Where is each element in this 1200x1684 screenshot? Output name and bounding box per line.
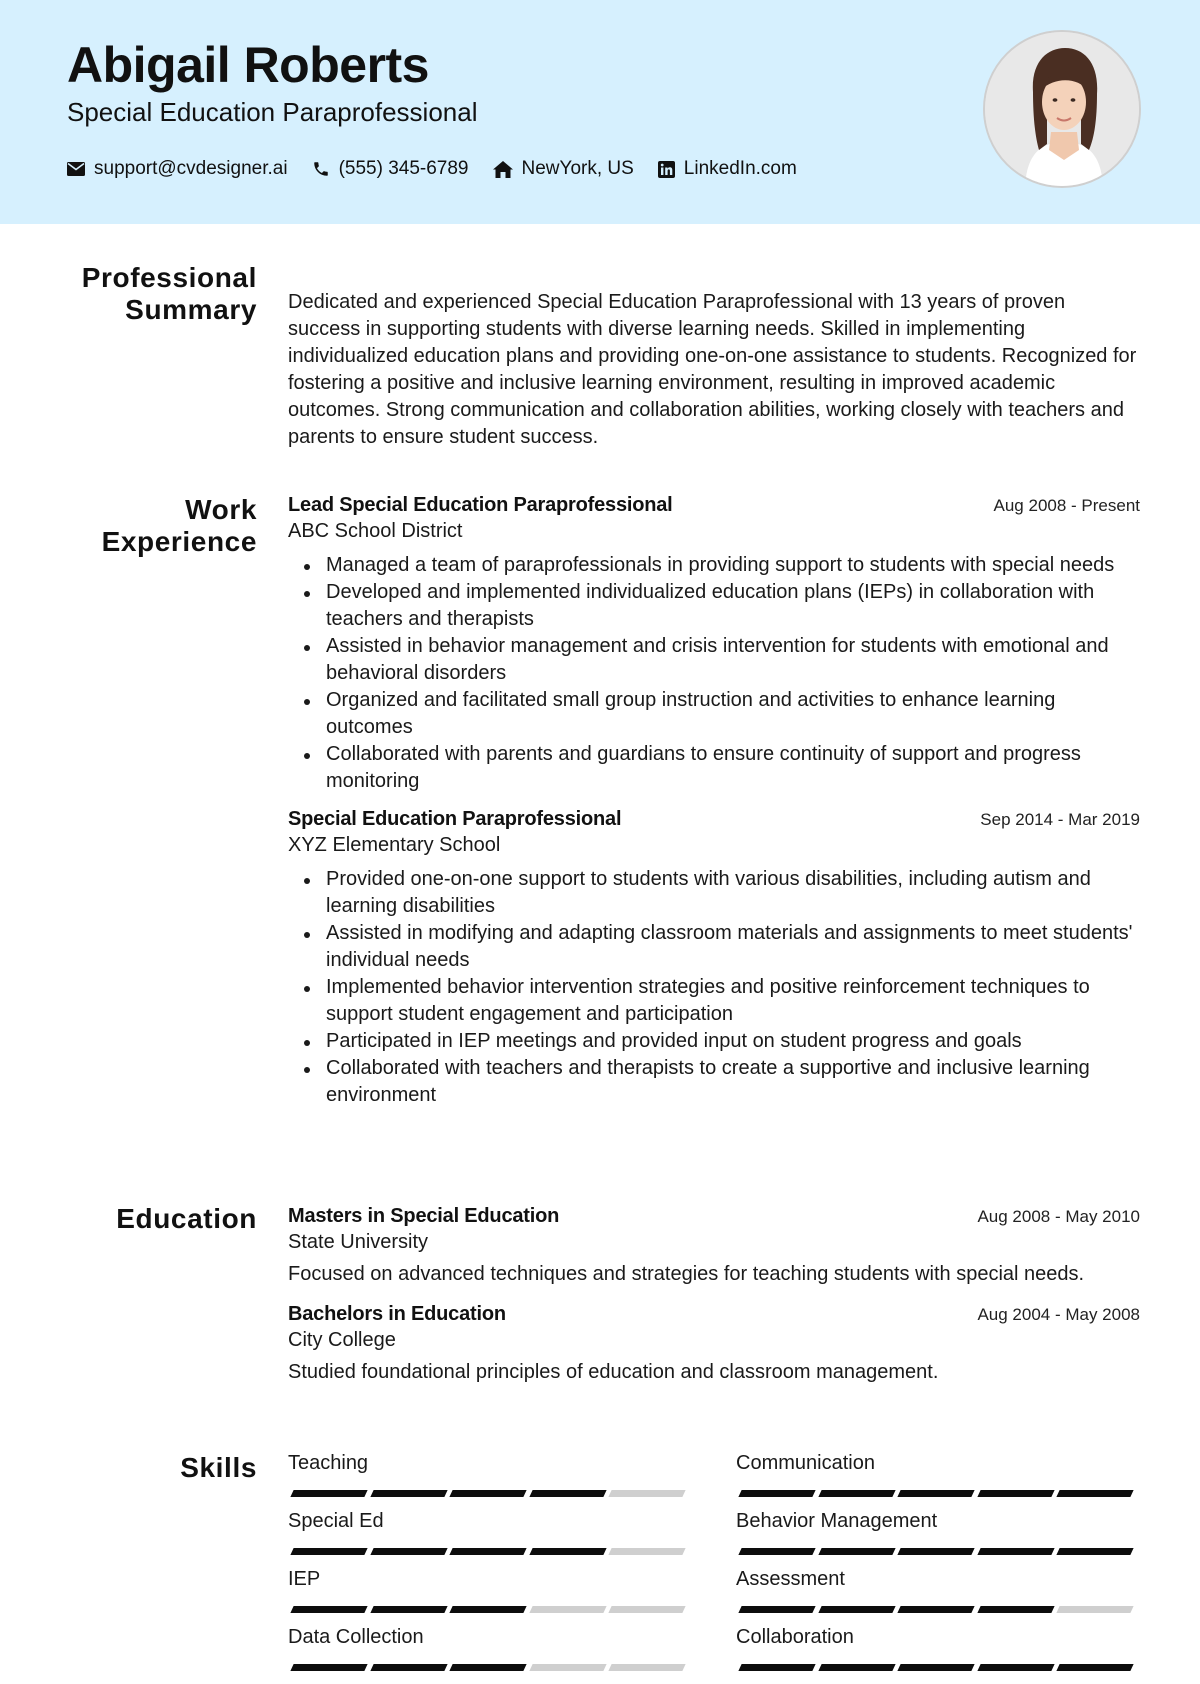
- skill-segment-filled: [290, 1606, 367, 1613]
- skill-segment-filled: [450, 1490, 527, 1497]
- home-icon: [493, 161, 513, 178]
- skill-segment-filled: [977, 1664, 1054, 1671]
- skill-segment-filled: [977, 1548, 1054, 1555]
- job-title: Lead Special Education Paraprofessional: [288, 494, 673, 516]
- summary-text: Dedicated and experienced Special Education Paraprofessional with 13 years of proven success in supporting students with diverse learning needs. Skilled in implementing individualized education plans and providing one-on-one assistance to students. Recognized for fostering a positive and inclusive learning environment, resulting in improved academic outcomes. Strong communication and collaboration abilities, working closely with teachers and parents to ensure student success.: [288, 291, 1137, 448]
- job-bullet: Managed a team of paraprofessionals in providing support to students with special needs: [288, 552, 1140, 579]
- skill-item: [736, 1452, 1138, 1497]
- skill-segment-filled: [1057, 1490, 1134, 1497]
- job-organization: XYZ Elementary School: [288, 834, 501, 856]
- school-name: State University: [288, 1231, 429, 1253]
- phone-icon: [312, 160, 330, 178]
- skill-segment-filled: [738, 1490, 815, 1497]
- skill-segment-filled: [1057, 1664, 1134, 1671]
- skill-segment-filled: [977, 1490, 1054, 1497]
- skill-segment-filled: [290, 1548, 367, 1555]
- job-entry: [288, 808, 1140, 1109]
- person-portrait-icon: [985, 32, 1141, 188]
- skill-segment-filled: [450, 1664, 527, 1671]
- skill-level-bar: [288, 1606, 690, 1613]
- job-entry: [288, 494, 1140, 795]
- education-entry: [288, 1303, 1140, 1386]
- job-bullet: Assisted in modifying and adapting classroom materials and assignments to meet students' individual needs: [288, 920, 1140, 974]
- contact-linkedin-text: LinkedIn.com: [683, 158, 797, 179]
- skill-name: Data Collection: [288, 1626, 424, 1648]
- contact-phone-text: (555) 345-6789: [338, 158, 469, 179]
- job-date: Aug 2008 - Present: [993, 496, 1140, 515]
- skill-segment-filled: [818, 1664, 895, 1671]
- skill-item: [736, 1510, 1138, 1555]
- skill-item: [736, 1626, 1138, 1671]
- education-description: Studied foundational principles of education and classroom management.: [288, 1361, 939, 1383]
- skills-grid: [288, 1452, 1140, 1671]
- candidate-title: Special Education Paraprofessional: [67, 97, 478, 127]
- skill-segment-filled: [977, 1606, 1054, 1613]
- skill-segment-filled: [290, 1490, 367, 1497]
- skill-segment-empty: [1057, 1606, 1134, 1613]
- degree-title: Bachelors in Education: [288, 1303, 506, 1325]
- job-bullets: [288, 866, 1140, 1109]
- skill-name: Assessment: [736, 1568, 845, 1590]
- skill-segment-filled: [370, 1606, 447, 1613]
- job-title: Special Education Paraprofessional: [288, 808, 622, 830]
- job-date: Sep 2014 - Mar 2019: [980, 810, 1140, 829]
- experience-heading-line1: Work: [185, 494, 257, 525]
- skill-segment-filled: [529, 1548, 606, 1555]
- skill-level-bar: [288, 1548, 690, 1555]
- skill-segment-filled: [818, 1490, 895, 1497]
- job-bullet: Collaborated with parents and guardians to ensure continuity of support and progress monitoring: [288, 741, 1140, 795]
- skill-segment-filled: [738, 1548, 815, 1555]
- skill-item: [288, 1568, 690, 1613]
- skill-level-bar: [288, 1664, 690, 1671]
- skill-name: IEP: [288, 1568, 321, 1590]
- skill-level-bar: [736, 1490, 1138, 1497]
- job-bullet: Assisted in behavior management and crisis intervention for students with emotional and behavioral disorders: [288, 633, 1140, 687]
- contact-linkedin[interactable]: [658, 158, 797, 180]
- skill-level-bar: [288, 1490, 690, 1497]
- skill-item: [288, 1452, 690, 1497]
- education-heading: Education: [116, 1203, 257, 1234]
- skill-segment-empty: [529, 1606, 606, 1613]
- skill-segment-filled: [290, 1664, 367, 1671]
- job-bullets: [288, 552, 1140, 795]
- resume-header: [0, 0, 1200, 224]
- skill-name: Collaboration: [736, 1626, 854, 1648]
- job-bullet: Developed and implemented individualized education plans (IEPs) in collaboration with teachers and therapists: [288, 579, 1140, 633]
- contact-email[interactable]: [67, 158, 288, 180]
- skill-level-bar: [736, 1606, 1138, 1613]
- job-bullet: Participated in IEP meetings and provided input on student progress and goals: [288, 1028, 1140, 1055]
- education-date: Aug 2008 - May 2010: [977, 1207, 1140, 1226]
- education-entry: [288, 1205, 1140, 1288]
- skill-level-bar: [736, 1664, 1138, 1671]
- skill-level-bar: [736, 1548, 1138, 1555]
- skill-segment-empty: [609, 1664, 686, 1671]
- profile-photo: [983, 30, 1141, 188]
- candidate-name: Abigail Roberts: [67, 37, 429, 93]
- education-date: Aug 2004 - May 2008: [977, 1305, 1140, 1324]
- skill-segment-filled: [738, 1606, 815, 1613]
- summary-heading-line1: Professional: [81, 262, 257, 293]
- linkedin-icon: [658, 161, 675, 178]
- job-organization: ABC School District: [288, 520, 463, 542]
- skill-segment-filled: [370, 1664, 447, 1671]
- skill-name: Behavior Management: [736, 1510, 938, 1532]
- skill-segment-filled: [898, 1664, 975, 1671]
- skill-segment-filled: [898, 1548, 975, 1555]
- skill-segment-filled: [450, 1606, 527, 1613]
- contact-bar: [67, 158, 821, 180]
- job-bullet: Implemented behavior intervention strategies and positive reinforcement techniques to support student engagement and participation: [288, 974, 1140, 1028]
- job-bullet: Provided one-on-one support to students with various disabilities, including autism and learning disabilities: [288, 866, 1140, 920]
- skill-segment-empty: [609, 1548, 686, 1555]
- skill-name: Teaching: [288, 1452, 369, 1474]
- experience-heading: [0, 494, 257, 558]
- job-bullet: Collaborated with teachers and therapists to create a supportive and inclusive learning environment: [288, 1055, 1140, 1109]
- contact-email-text: support@cvdesigner.ai: [94, 158, 288, 179]
- summary-heading: [0, 262, 257, 326]
- skill-segment-filled: [898, 1490, 975, 1497]
- skill-name: Special Ed: [288, 1510, 384, 1532]
- skill-name: Communication: [736, 1452, 875, 1474]
- skill-segment-filled: [818, 1606, 895, 1613]
- skills-heading: Skills: [180, 1452, 257, 1483]
- skill-item: [288, 1626, 690, 1671]
- skill-item: [736, 1568, 1138, 1613]
- skill-segment-filled: [370, 1548, 447, 1555]
- degree-title: Masters in Special Education: [288, 1205, 560, 1227]
- contact-location-text: NewYork, US: [521, 158, 634, 179]
- experience-heading-line2: Experience: [101, 526, 257, 557]
- skill-segment-empty: [609, 1606, 686, 1613]
- contact-phone[interactable]: [312, 158, 469, 180]
- skill-segment-filled: [818, 1548, 895, 1555]
- contact-location: [493, 158, 634, 180]
- school-name: City College: [288, 1329, 396, 1351]
- envelope-icon: [67, 162, 85, 176]
- skill-segment-empty: [609, 1490, 686, 1497]
- skill-item: [288, 1510, 690, 1555]
- skill-segment-filled: [738, 1664, 815, 1671]
- summary-heading-line2: Summary: [125, 294, 257, 325]
- skill-segment-filled: [529, 1490, 606, 1497]
- skill-segment-empty: [529, 1664, 606, 1671]
- skill-segment-filled: [898, 1606, 975, 1613]
- skill-segment-filled: [370, 1490, 447, 1497]
- skill-segment-filled: [450, 1548, 527, 1555]
- job-bullet: Organized and facilitated small group instruction and activities to enhance learning outcomes: [288, 687, 1140, 741]
- skill-segment-filled: [1057, 1548, 1134, 1555]
- education-description: Focused on advanced techniques and strategies for teaching students with special needs.: [288, 1263, 1085, 1285]
